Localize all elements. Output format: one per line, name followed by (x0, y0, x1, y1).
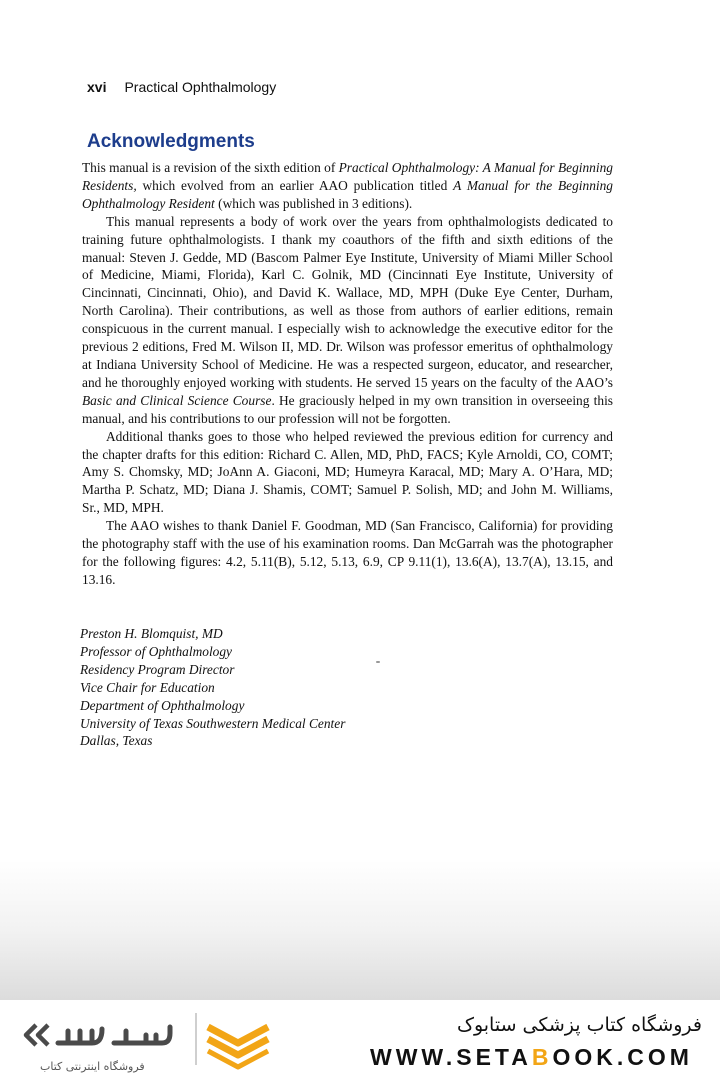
store-url (370, 1044, 693, 1071)
paragraph (82, 428, 613, 518)
url-suffix: OOK.COM (552, 1044, 693, 1070)
italic-title: Basic and Clinical Science Course (82, 392, 272, 408)
running-head (87, 79, 276, 95)
italic-title: Practical Ophthalmology: A Manual for Beginning Residents, (82, 160, 613, 193)
signature-block (80, 625, 345, 750)
signature-line: Professor of Ophthalmology (80, 643, 233, 659)
text-run: (which was published in 3 editions). (214, 195, 413, 211)
signature-line: University of Texas Southwestern Medical Center (80, 715, 346, 731)
paragraph (82, 213, 613, 428)
section-heading: Acknowledgments (87, 131, 255, 152)
text-run: The AAO wishes to thank Daniel F. Goodman, MD (San Francisco, California) for providing the photography staff with the use of his examination rooms. Dan McGarrah was the photographer for the following figures: 4.2, 5.11(B), 5.12, 5.13, 6.9, CP 9.11(1), 13.6(A), 13.7(A), 13.15, and 13.16. (82, 518, 613, 587)
text-run: This manual is a revision of the sixth edition of (82, 160, 339, 175)
paragraph (82, 517, 613, 589)
text-run: This manual represents a body of work over the years from ophthalmologists dedicated to training future ophthalmologists. I thank my coauthors of the fifth and sixth editions of the manual: Steven J. Gedde, MD (Bascom Palmer Eye Institute, University of Miami Miller School of Medicine, Miami, Florida), Karl C. Golnik, MD (Cincinnati Eye Institute, University of Cincinnati, Cincinnati, Ohio), and David K. Wallace, MD, MPH (Duke Eye Center, Durham, North Carolina). Their contributions, as well as those from authors of earlier editions, remain conspicuous in the current manual. I especially wish to acknowledge the executive editor for the previous 2 editions, Fred M. Wilson II, MD. Dr. Wilson was professor emeritus of ophthalmology at Indiana University School of Medicine. He was a respected surgeon, educator, and researcher, and he thoroughly enjoyed working with students. He served 15 years on the faculty of the AAO’s (82, 213, 613, 390)
store-name: فروشگاه کتاب پزشکی ستابوک (456, 1014, 702, 1036)
signature-line: Department of Ophthalmology (80, 697, 245, 713)
book-title: Practical Ophthalmology (124, 79, 277, 95)
signature-line: Residency Program Director (80, 661, 235, 677)
page-number: xvi (87, 79, 107, 95)
italic-title: A Manual for the Beginning Ophthalmology Resident (82, 177, 614, 211)
text-run: . He graciously helped in my own transition in overseeing this manual, and his contributions to our profession will not be forgotten. (82, 392, 613, 426)
signature-line: Vice Chair for Education (80, 679, 215, 695)
signature-line: Preston H. Blomquist, MD (80, 626, 223, 641)
acknowledgments-body (82, 159, 613, 589)
paragraph (82, 159, 613, 213)
signature-line: Dallas, Texas (80, 733, 153, 749)
scan-speck (376, 661, 380, 663)
url-prefix: WWW.SETA (370, 1044, 532, 1070)
url-accent: B (531, 1044, 553, 1070)
logo-tagline: فروشگاه اینترنتی کتاب (40, 1060, 145, 1073)
text-run: Additional thanks goes to those who helped reviewed the previous edition for currency and the chapter drafts for this edition: Richard C. Allen, MD, PhD, FACS; Kyle Arnoldi, CO, COMT; Amy S. Chomsky, MD; JoAnn A. Giaconi, MD; Humeyra Karacal, MD; Mary A. O’Hara, MD; Martha P. Schatz, MD; Diana J. Shamis, COMT; Samuel P. Solish, MD; and John M. Williams, Sr., MD, MPH. (82, 428, 613, 516)
text-run: which evolved from an earlier AAO publication titled (136, 177, 454, 193)
